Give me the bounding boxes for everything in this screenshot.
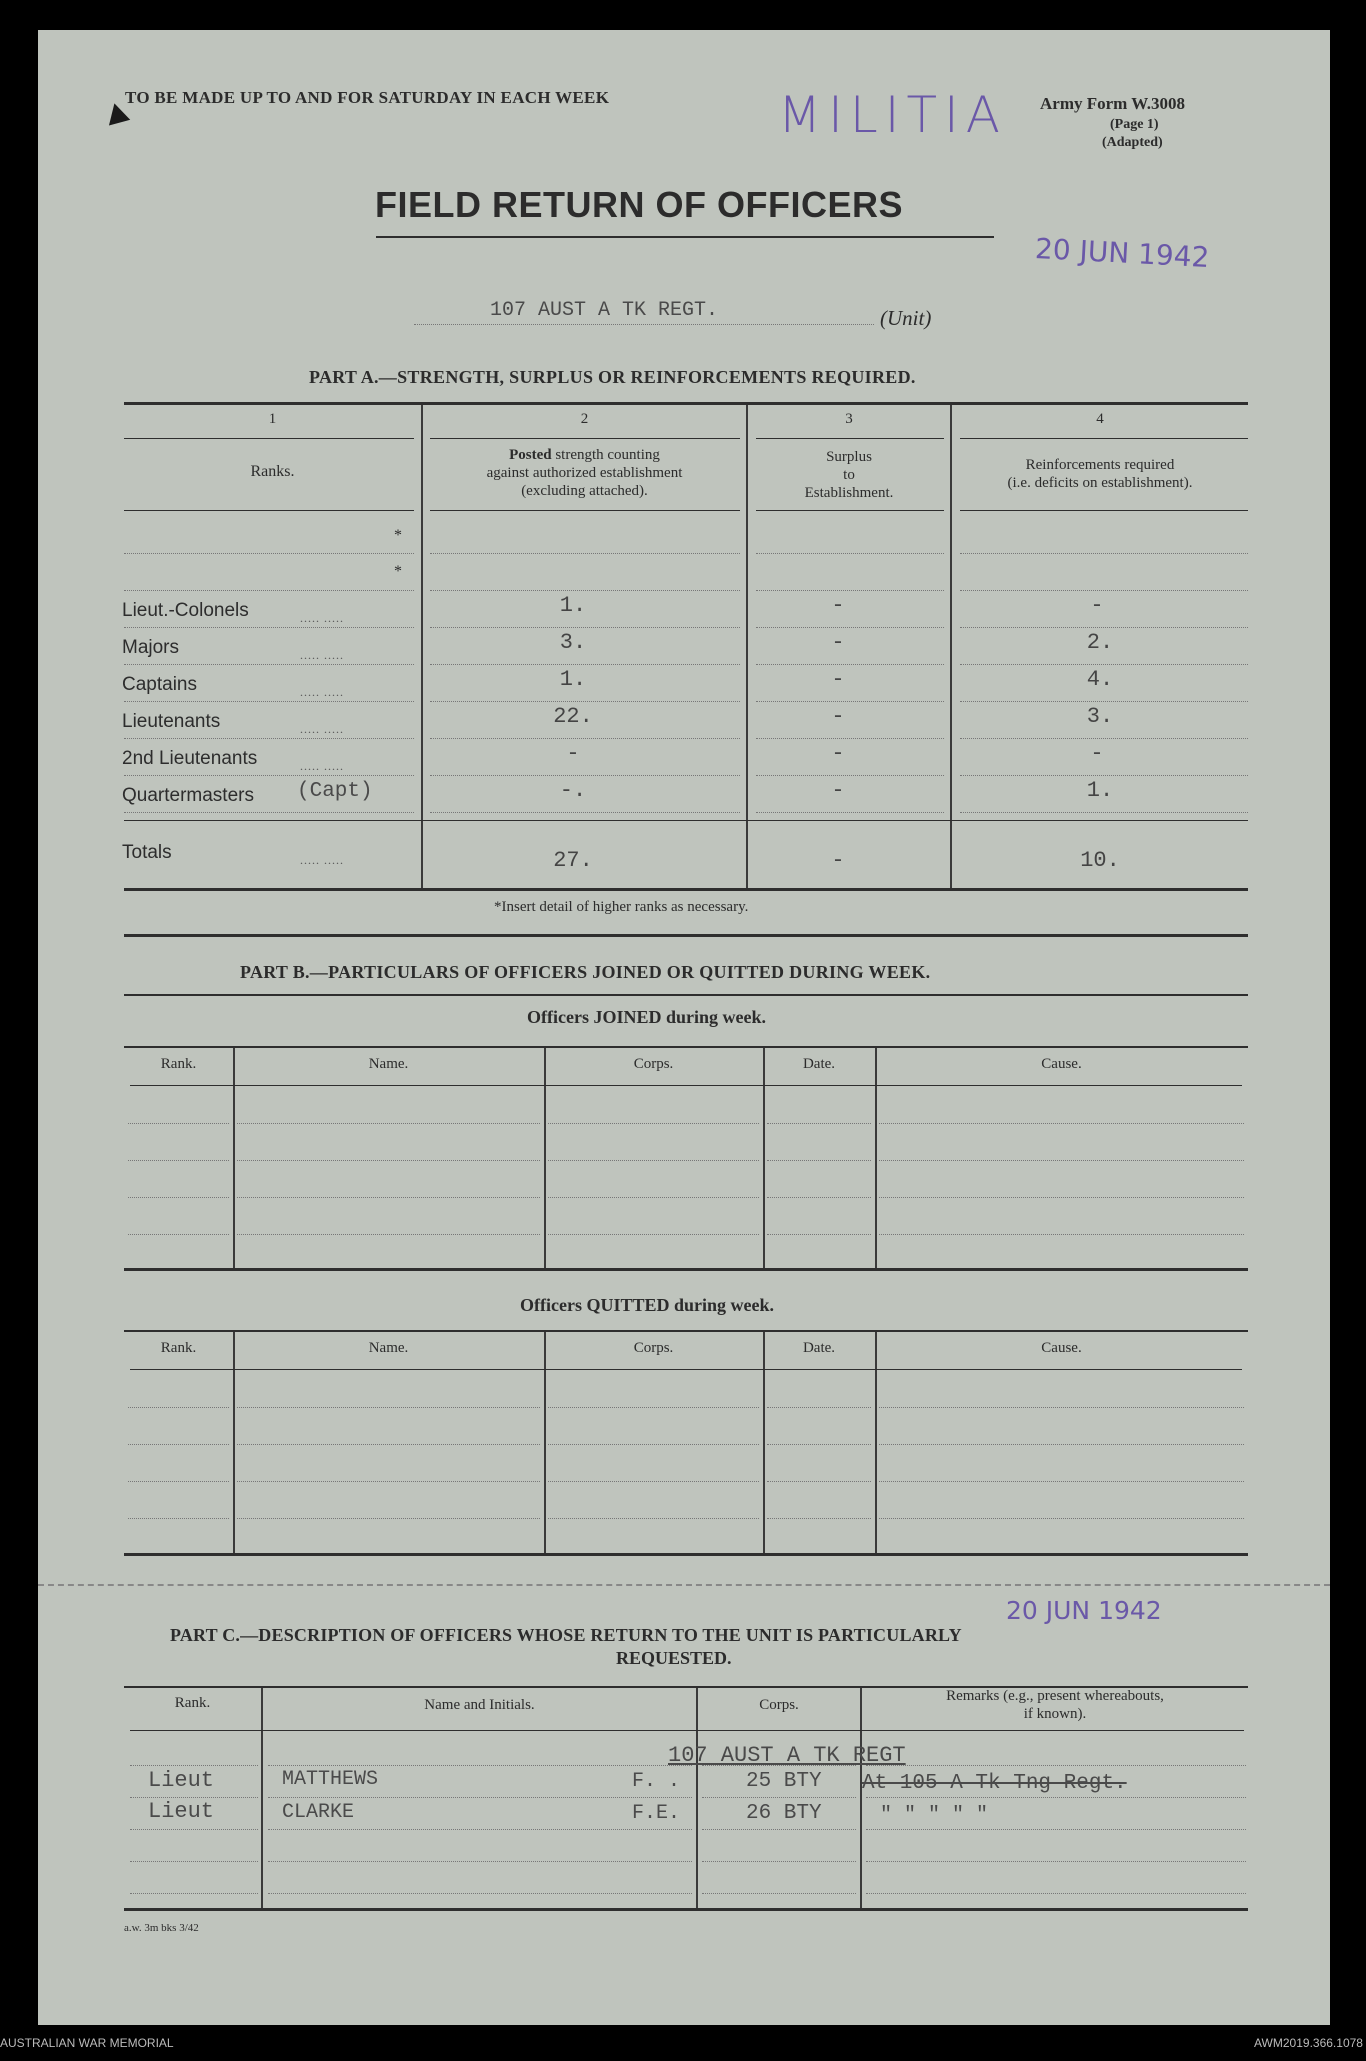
col-header-surplus [748,448,950,502]
col-divider [763,1048,765,1268]
row-rule [960,812,1248,813]
row-rule [130,1797,258,1798]
col-header: Name. [368,1056,409,1072]
print-code: a.w. 3m bks 3/42 [124,1922,199,1934]
row-rule [237,1234,540,1235]
row-rule [430,627,740,628]
part-a-top-rule [124,402,1248,405]
form-page: (Page 1) [1110,117,1159,132]
row-rule [960,775,1248,776]
dot-leader: ..... ..... [300,759,344,773]
joined-heading: Officers JOINED during week. [527,1007,766,1027]
corps-overtype: 107 AUST A TK REGT [668,1743,906,1768]
col-header: Date. [802,1340,836,1356]
reinforcement-value: 3. [1086,704,1114,729]
row-rule [767,1407,871,1408]
part-c-col-corps: Corps. [759,1697,799,1713]
rank-label: Quartermasters [122,785,254,806]
col-divider [875,1332,877,1553]
posted-value: -. [559,778,587,803]
surplus-value: - [831,630,845,655]
posted-value: 1. [559,593,587,618]
unit-dotted-line [414,324,874,325]
row-rule [767,1160,871,1161]
row-rule [430,664,740,665]
reinforcement-value: - [1090,741,1104,766]
row-rule [756,664,944,665]
part-b-rule [124,994,1248,996]
remarks-line2: if known). [1023,1706,1087,1722]
totals-surplus: - [831,848,845,873]
row-rule [124,812,414,813]
posted-rest: strength counting [551,447,660,463]
row-rule [124,664,414,665]
row-rule [548,1481,759,1482]
part-c-col-remarks [862,1687,1248,1723]
perforation-line [38,1584,1330,1586]
dot-leader: ..... ..... [300,648,344,662]
row-rule [548,1197,759,1198]
joined-table-top [124,1046,1248,1048]
col-header: Name. [368,1340,409,1356]
unit-value: 107 AUST A TK REGT. [490,299,719,322]
officer-corps: 26 BTY [746,1802,822,1825]
part-c-heading-line1: PART C.—DESCRIPTION OF OFFICERS WHOSE RETURN TO THE UNIT IS PARTICULARLY [170,1625,962,1645]
qm-note: (Capt) [297,780,373,803]
row-rule [702,1829,856,1830]
dot-leader: ..... ..... [300,853,344,867]
row-rule [130,1861,258,1862]
reinforcement-value: 4. [1086,667,1114,692]
row-rule [702,1797,856,1798]
row-rule [866,1797,1246,1798]
row-rule [130,1765,258,1766]
posted-line2: against authorized establishment [486,465,683,481]
col-number-1: 1 [268,411,277,427]
row-rule [430,775,740,776]
posted-value: 22. [553,704,593,729]
row-rule [128,1481,229,1482]
surplus-line3: Establishment. [804,485,894,501]
col-divider [544,1048,546,1268]
row-rule [767,1234,871,1235]
row-rule [756,812,944,813]
rank-label: Majors [122,637,180,658]
part-b-heading: PART B.—PARTICULARS OF OFFICERS JOINED OR QUITTED DURING WEEK. [240,962,931,982]
part-a-bottom-rule [124,888,1248,891]
row-rule [124,701,414,702]
row-rule [756,701,944,702]
rank-label: Captains [122,674,197,695]
part-c-table-bottom [124,1908,1248,1911]
posted-value: 1. [559,667,587,692]
part-a-heading: PART A.—STRENGTH, SURPLUS OR REINFORCEMENTS REQUIRED. [309,367,916,387]
surplus-value: - [831,593,845,618]
quitted-table-top [124,1330,1248,1332]
col-header-reinforcements [952,456,1248,492]
row-rule [237,1444,540,1445]
col-divider [763,1332,765,1553]
posted-line3: (excluding attached). [521,483,648,499]
row-rule [756,775,944,776]
col-divider [233,1048,235,1268]
reinforcement-value: - [1090,593,1104,618]
row-rule [124,590,414,591]
surplus-line1: Surplus [826,449,872,465]
officer-initials: F.E. [632,1802,681,1825]
date-stamp: 20 JUN 1942 [1034,232,1211,275]
quitted-table-bottom [124,1553,1248,1556]
header-subrule [124,438,414,439]
remarks-line1: Remarks (e.g., present whereabouts, [946,1688,1164,1704]
row-rule [268,1893,692,1894]
officer-name: MATTHEWS [282,1768,379,1791]
row-rule [237,1123,540,1124]
dot-leader: ..... ..... [300,722,344,736]
totals-label: Totals [122,842,172,863]
asterisk-mark: * [394,527,402,544]
col-divider [233,1332,235,1553]
row-rule [268,1797,692,1798]
posted-value: 3. [559,630,587,655]
row-rule [548,1407,759,1408]
part-c-col-divider [696,1688,698,1908]
row-rule [960,553,1248,554]
totals-reinforcements: 10. [1080,848,1120,873]
form-adapted: (Adapted) [1102,135,1163,150]
row-rule [430,738,740,739]
posted-bold: Posted [509,447,552,463]
col-header: Date. [802,1056,836,1072]
row-rule [767,1444,871,1445]
officer-rank: Lieut [148,1799,215,1824]
surplus-line2: to [843,467,855,483]
row-rule [767,1481,871,1482]
row-rule [756,738,944,739]
reinf-line2: (i.e. deficits on establishment). [1007,475,1193,491]
totals-posted: 27. [553,848,593,873]
row-rule [879,1444,1244,1445]
row-rule [879,1197,1244,1198]
col-number-3: 3 [845,411,853,427]
row-rule [268,1829,692,1830]
row-rule [866,1765,1246,1766]
row-rule [879,1123,1244,1124]
dot-leader: ..... ..... [300,611,344,625]
header-subrule [430,438,740,439]
reinforcement-value: 1. [1086,778,1114,803]
col-header-posted [423,446,746,500]
row-rule [767,1518,871,1519]
title-underline [376,236,994,238]
instruction-line: TO BE MADE UP TO AND FOR SATURDAY IN EACH WEEK [125,88,610,107]
row-rule [130,1829,258,1830]
surplus-value: - [831,741,845,766]
row-rule [128,1197,229,1198]
col-header-ranks: Ranks. [250,463,295,480]
row-rule [237,1407,540,1408]
row-rule [430,590,740,591]
part-c-date-stamp: 20 JUN 1942 [1006,1596,1162,1625]
part-c-col-divider [261,1688,263,1908]
footer-institution: AUSTRALIAN WAR MEMORIAL [0,2036,174,2050]
col-number-4: 4 [1096,411,1104,427]
row-rule [879,1481,1244,1482]
header-rule [130,1369,1242,1370]
col-header: Rank. [160,1056,197,1072]
page-title: FIELD RETURN OF OFFICERS [375,184,903,225]
row-rule [548,1160,759,1161]
row-rule [767,1123,871,1124]
posted-value: - [566,741,580,766]
row-rule [130,1893,258,1894]
row-rule [430,701,740,702]
row-rule [128,1160,229,1161]
part-a-footnote: *Insert detail of higher ranks as necessary. [494,899,749,915]
row-rule [702,1893,856,1894]
row-rule [128,1518,229,1519]
joined-table-bottom [124,1268,1248,1271]
surplus-value: - [831,778,845,803]
dot-leader: ..... ..... [300,685,344,699]
col-header: Cause. [1041,1340,1082,1356]
row-rule [879,1407,1244,1408]
row-rule [548,1234,759,1235]
header-subrule [960,438,1248,439]
row-rule [430,553,740,554]
part-c-col-rank: Rank. [174,1695,211,1711]
col-number-2: 2 [580,411,589,427]
row-rule [756,627,944,628]
row-rule [124,553,414,554]
row-rule [548,1444,759,1445]
officer-remarks: At 105 A Tk Tng Regt. [862,1772,1127,1795]
rank-label: 2nd Lieutenants [122,748,258,769]
row-rule [124,738,414,739]
officer-rank: Lieut [148,1768,215,1793]
row-rule [960,664,1248,665]
reinf-line1: Reinforcements required [1025,457,1175,473]
row-rule [548,1518,759,1519]
col-divider [875,1048,877,1268]
row-rule [268,1861,692,1862]
row-rule [960,701,1248,702]
officer-initials: F. . [632,1770,681,1793]
officer-remarks: " " " " " [880,1804,989,1827]
row-rule [237,1518,540,1519]
row-rule [128,1234,229,1235]
header-bottom-rule [430,510,740,511]
unit-label: (Unit) [880,306,932,330]
row-rule [960,590,1248,591]
row-rule [237,1197,540,1198]
surplus-value: - [831,667,845,692]
header-bottom-rule [124,510,414,511]
row-rule [702,1861,856,1862]
part-b-top-rule [124,934,1248,937]
officer-corps: 25 BTY [746,1770,822,1793]
row-rule [128,1407,229,1408]
part-c-col-name: Name and Initials. [424,1697,535,1713]
row-rule [756,590,944,591]
row-rule [960,627,1248,628]
row-rule [756,553,944,554]
rank-label: Lieutenants [122,711,221,732]
header-rule [130,1085,1242,1086]
row-rule [866,1893,1246,1894]
row-rule [430,812,740,813]
militia-stamp: MILITIA [778,86,1007,144]
rank-label: Lieut.-Colonels [122,600,249,621]
col-header: Corps. [633,1340,674,1356]
part-c-header-rule [130,1730,1244,1731]
row-rule [879,1234,1244,1235]
row-rule [128,1123,229,1124]
surplus-value: - [831,704,845,729]
footer-accession: AWM2019.366.1078 [1254,2036,1363,2050]
row-rule [866,1829,1246,1830]
col-header: Rank. [160,1340,197,1356]
header-bottom-rule [756,510,944,511]
header-subrule [756,438,944,439]
army-form-number: Army Form W.3008 [1040,94,1185,113]
row-rule [124,627,414,628]
row-rule [548,1123,759,1124]
row-rule [879,1518,1244,1519]
reinforcement-value: 2. [1086,630,1114,655]
col-header: Cause. [1041,1056,1082,1072]
quitted-heading: Officers QUITTED during week. [520,1295,774,1315]
row-rule [128,1444,229,1445]
row-rule [879,1160,1244,1161]
row-rule [866,1861,1246,1862]
col-divider [544,1332,546,1553]
row-rule [767,1197,871,1198]
header-bottom-rule [960,510,1248,511]
asterisk-mark: * [394,563,402,580]
row-rule [960,738,1248,739]
part-c-heading-line2: REQUESTED. [616,1648,732,1668]
row-rule [237,1160,540,1161]
officer-name: CLARKE [282,1801,355,1824]
row-rule [237,1481,540,1482]
row-rule [124,775,414,776]
col-header: Corps. [633,1056,674,1072]
row-rule [268,1765,692,1766]
totals-rule [124,820,1248,821]
